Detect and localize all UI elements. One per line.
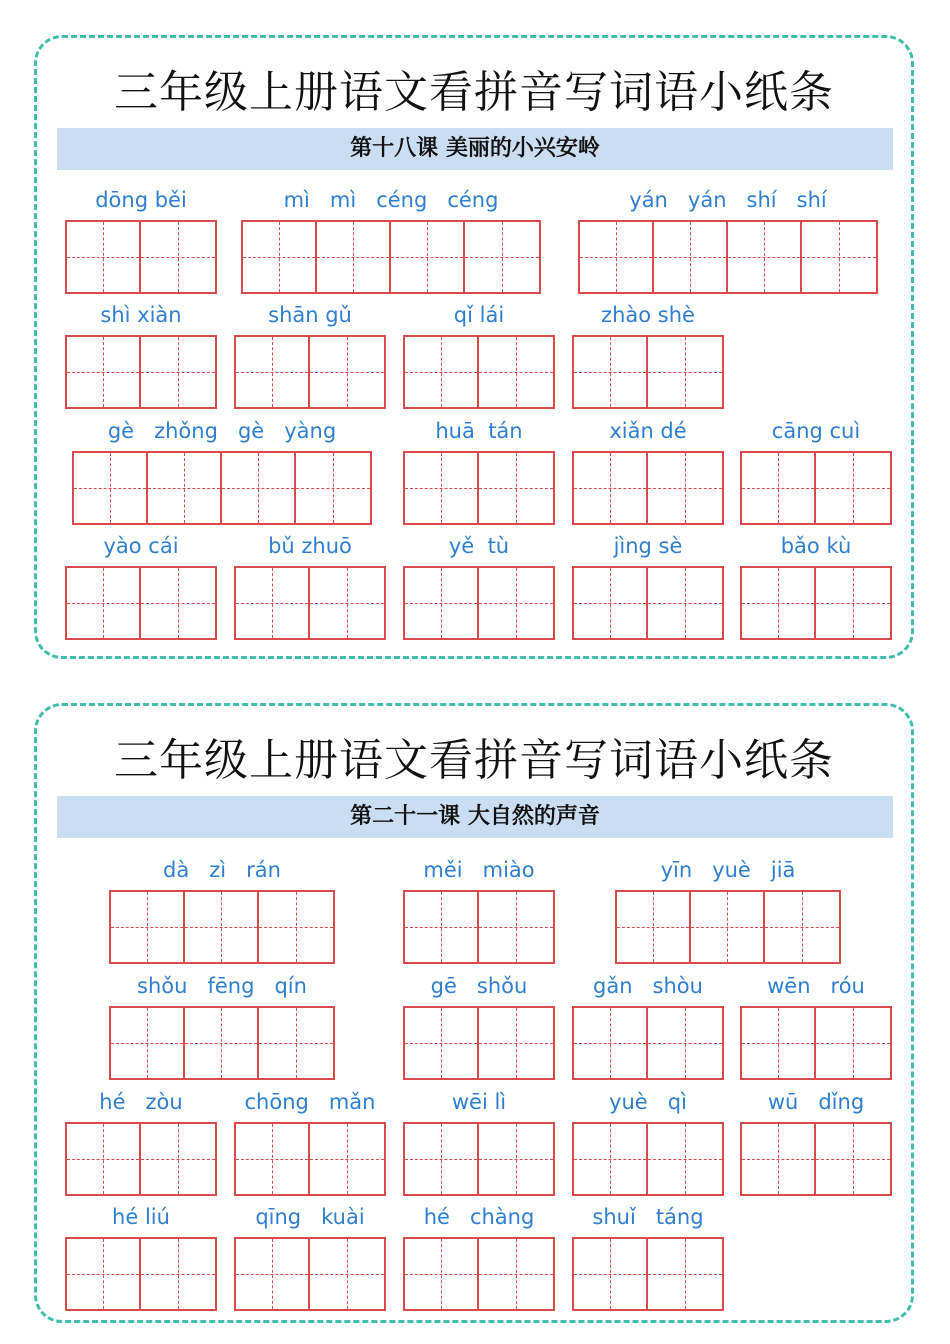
character-box[interactable] — [185, 1008, 259, 1078]
writing-grid[interactable] — [740, 1122, 892, 1196]
character-box[interactable] — [222, 453, 296, 523]
pinyin-label: huā tán — [435, 419, 523, 443]
character-box[interactable] — [310, 1124, 384, 1194]
writing-grid[interactable] — [72, 451, 372, 525]
pinyin-label: yào cái — [103, 534, 179, 558]
character-box[interactable] — [574, 1008, 648, 1078]
character-box[interactable] — [617, 892, 691, 962]
word-item — [615, 858, 841, 968]
writing-grid[interactable] — [572, 1006, 724, 1080]
pinyin-label: shǒu fēng qín — [137, 974, 307, 998]
writing-grid[interactable] — [403, 566, 555, 640]
pinyin-label: xiǎn dé — [609, 419, 687, 443]
writing-grid[interactable] — [65, 1237, 217, 1311]
character-box[interactable] — [259, 892, 333, 962]
word-item — [403, 419, 555, 529]
writing-grid[interactable] — [615, 890, 841, 964]
word-item — [740, 1090, 892, 1200]
word-item — [403, 858, 555, 968]
word-item — [572, 974, 724, 1084]
character-box[interactable] — [141, 568, 215, 638]
word-item — [403, 534, 555, 644]
character-box[interactable] — [236, 1239, 310, 1309]
word-item — [740, 534, 892, 644]
pinyin-label: gē shǒu — [430, 974, 528, 998]
writing-grid[interactable] — [65, 335, 217, 409]
pinyin-label: bǎo kù — [780, 534, 852, 558]
word-item — [403, 1205, 555, 1315]
writing-grid[interactable] — [65, 566, 217, 640]
writing-grid[interactable] — [234, 335, 386, 409]
character-box[interactable] — [141, 1124, 215, 1194]
character-box[interactable] — [479, 1239, 553, 1309]
word-item — [234, 1090, 386, 1200]
character-box[interactable] — [310, 1239, 384, 1309]
card-title: 三年级上册语文看拼音写词语小纸条 — [114, 735, 834, 786]
character-box[interactable] — [405, 892, 479, 962]
character-box[interactable] — [310, 568, 384, 638]
pinyin-label: wēi lì — [451, 1090, 507, 1114]
character-box[interactable] — [317, 222, 391, 292]
writing-grid[interactable] — [740, 1006, 892, 1080]
word-item — [65, 1205, 217, 1315]
writing-grid[interactable] — [403, 335, 555, 409]
character-box[interactable] — [574, 337, 648, 407]
pinyin-label: qīng kuài — [255, 1205, 365, 1229]
character-box[interactable] — [67, 222, 141, 292]
pinyin-label: shān gǔ — [268, 303, 352, 327]
pinyin-label: cāng cuì — [771, 419, 861, 443]
worksheet-card-2 — [34, 703, 914, 1323]
writing-grid[interactable] — [740, 566, 892, 640]
writing-grid[interactable] — [65, 220, 217, 294]
pinyin-label: yīn yuè jiā — [660, 858, 796, 882]
character-box[interactable] — [816, 1124, 890, 1194]
character-box[interactable] — [148, 453, 222, 523]
character-box[interactable] — [648, 1124, 722, 1194]
writing-grid[interactable] — [578, 220, 878, 294]
pinyin-label: zhào shè — [601, 303, 695, 327]
pinyin-label: gè zhǒng gè yàng — [107, 419, 337, 443]
word-item — [740, 419, 892, 529]
character-box[interactable] — [405, 1008, 479, 1078]
pinyin-label: hé chàng — [423, 1205, 535, 1229]
writing-grid[interactable] — [234, 1122, 386, 1196]
word-item — [109, 858, 335, 968]
writing-grid[interactable] — [740, 451, 892, 525]
character-box[interactable] — [141, 337, 215, 407]
character-box[interactable] — [742, 1008, 816, 1078]
word-item — [72, 419, 372, 529]
character-box[interactable] — [479, 453, 553, 523]
card-title: 三年级上册语文看拼音写词语小纸条 — [114, 67, 834, 118]
character-box[interactable] — [479, 337, 553, 407]
word-item — [403, 1090, 555, 1200]
character-box[interactable] — [742, 1124, 816, 1194]
character-box[interactable] — [310, 337, 384, 407]
pinyin-label: yuè qì — [609, 1090, 687, 1114]
character-box[interactable] — [141, 1239, 215, 1309]
pinyin-label: qǐ lái — [453, 303, 505, 327]
character-box[interactable] — [243, 222, 317, 292]
pinyin-label: yě tù — [448, 534, 510, 558]
writing-grid[interactable] — [572, 335, 724, 409]
pinyin-label: jìng sè — [613, 534, 683, 558]
character-box[interactable] — [574, 568, 648, 638]
pinyin-label: gǎn shòu — [593, 974, 703, 998]
character-box[interactable] — [648, 1008, 722, 1078]
lesson-header: 第十八课 美丽的小兴安岭 — [57, 128, 893, 170]
character-box[interactable] — [816, 1008, 890, 1078]
character-box[interactable] — [479, 1124, 553, 1194]
pinyin-label: yán yán shí shí — [629, 188, 827, 212]
character-box[interactable] — [405, 337, 479, 407]
pinyin-label: wū dǐng — [767, 1090, 865, 1114]
worksheet-card-1 — [34, 35, 914, 659]
character-box[interactable] — [236, 1124, 310, 1194]
word-item — [241, 188, 541, 298]
writing-grid[interactable] — [109, 1006, 335, 1080]
word-item — [109, 974, 335, 1084]
word-item — [572, 303, 724, 413]
character-box[interactable] — [391, 222, 465, 292]
character-box[interactable] — [67, 1124, 141, 1194]
pinyin-label: dōng běi — [95, 188, 187, 212]
writing-grid[interactable] — [572, 1122, 724, 1196]
word-item — [234, 534, 386, 644]
character-box[interactable] — [185, 892, 259, 962]
character-box[interactable] — [648, 1239, 722, 1309]
writing-grid[interactable] — [572, 451, 724, 525]
pinyin-label: chōng mǎn — [244, 1090, 376, 1114]
pinyin-label: měi miào — [423, 858, 535, 882]
character-box[interactable] — [816, 568, 890, 638]
character-box[interactable] — [648, 453, 722, 523]
character-box[interactable] — [111, 892, 185, 962]
pinyin-label: hé zòu — [99, 1090, 183, 1114]
writing-grid[interactable] — [403, 1006, 555, 1080]
character-box[interactable] — [259, 1008, 333, 1078]
pinyin-label: hé liú — [112, 1205, 170, 1229]
character-box[interactable] — [405, 568, 479, 638]
pinyin-label: shì xiàn — [100, 303, 182, 327]
character-box[interactable] — [654, 222, 728, 292]
writing-grid[interactable] — [234, 566, 386, 640]
character-box[interactable] — [236, 337, 310, 407]
character-box[interactable] — [691, 892, 765, 962]
character-box[interactable] — [405, 1239, 479, 1309]
writing-grid[interactable] — [572, 1237, 724, 1311]
character-box[interactable] — [574, 1239, 648, 1309]
writing-grid[interactable] — [65, 1122, 217, 1196]
character-box[interactable] — [296, 453, 370, 523]
word-item — [740, 974, 892, 1084]
word-item — [234, 303, 386, 413]
lesson-header: 第二十一课 大自然的声音 — [57, 796, 893, 838]
writing-grid[interactable] — [234, 1237, 386, 1311]
pinyin-label: dà zì rán — [163, 858, 281, 882]
character-box[interactable] — [67, 337, 141, 407]
character-box[interactable] — [67, 568, 141, 638]
character-box[interactable] — [465, 222, 539, 292]
pinyin-label: shuǐ táng — [592, 1205, 704, 1229]
character-box[interactable] — [74, 453, 148, 523]
word-item — [65, 1090, 217, 1200]
character-box[interactable] — [742, 568, 816, 638]
writing-grid[interactable] — [403, 1122, 555, 1196]
writing-grid[interactable] — [241, 220, 541, 294]
character-box[interactable] — [236, 568, 310, 638]
character-box[interactable] — [141, 222, 215, 292]
word-item — [403, 303, 555, 413]
character-box[interactable] — [111, 1008, 185, 1078]
pinyin-label: mì mì céng céng — [283, 188, 499, 212]
character-box[interactable] — [728, 222, 802, 292]
word-item — [572, 1090, 724, 1200]
character-box[interactable] — [479, 1008, 553, 1078]
word-item — [65, 303, 217, 413]
word-item — [572, 419, 724, 529]
writing-grid[interactable] — [109, 890, 335, 964]
word-item — [65, 188, 217, 298]
character-box[interactable] — [405, 453, 479, 523]
word-item — [572, 534, 724, 644]
character-box[interactable] — [648, 568, 722, 638]
character-box[interactable] — [742, 453, 816, 523]
character-box[interactable] — [405, 1124, 479, 1194]
character-box[interactable] — [67, 1239, 141, 1309]
character-box[interactable] — [479, 892, 553, 962]
word-item — [65, 534, 217, 644]
character-box[interactable] — [648, 337, 722, 407]
word-item — [578, 188, 878, 298]
character-box[interactable] — [802, 222, 876, 292]
writing-grid[interactable] — [403, 451, 555, 525]
writing-grid[interactable] — [403, 890, 555, 964]
character-box[interactable] — [574, 1124, 648, 1194]
character-box[interactable] — [574, 453, 648, 523]
character-box[interactable] — [580, 222, 654, 292]
character-box[interactable] — [765, 892, 839, 962]
word-item — [234, 1205, 386, 1315]
writing-grid[interactable] — [572, 566, 724, 640]
word-item — [572, 1205, 724, 1315]
word-item — [403, 974, 555, 1084]
pinyin-label: bǔ zhuō — [268, 534, 352, 558]
pinyin-label: wēn róu — [767, 974, 865, 998]
character-box[interactable] — [479, 568, 553, 638]
writing-grid[interactable] — [403, 1237, 555, 1311]
character-box[interactable] — [816, 453, 890, 523]
